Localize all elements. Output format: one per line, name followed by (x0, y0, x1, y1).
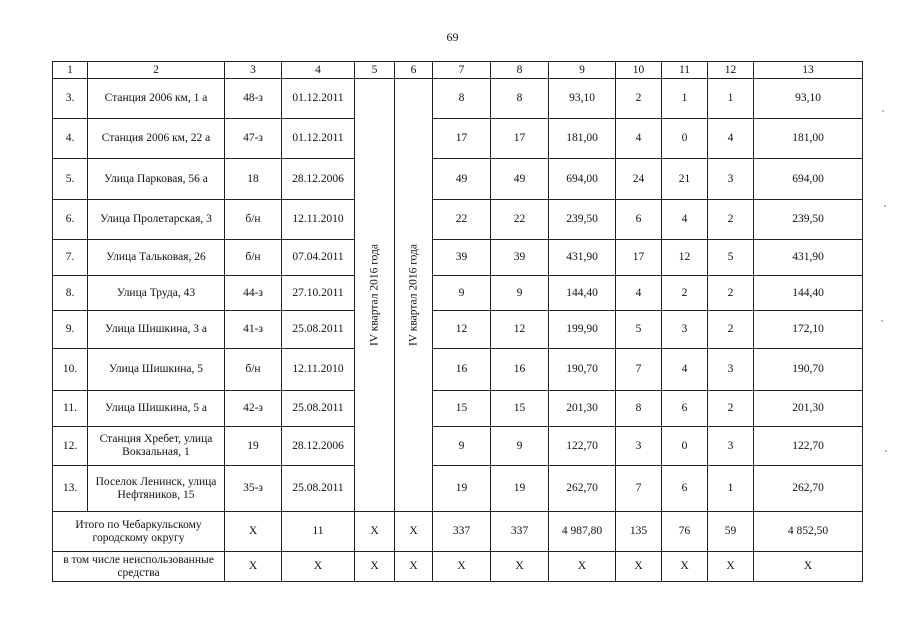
period-col6-text: IV квартал 2016 года (407, 243, 419, 347)
header-cell: 12 (708, 62, 754, 79)
header-cell: 5 (355, 62, 395, 79)
address-cell: Улица Труда, 43 (88, 276, 225, 311)
date-cell: 25.08.2011 (282, 466, 355, 512)
value-cell: 172,10 (754, 311, 863, 349)
value-cell: 201,30 (754, 391, 863, 427)
header-cell: 7 (433, 62, 491, 79)
table-row (53, 391, 863, 427)
table-row (53, 240, 863, 276)
row-number: 4. (53, 119, 88, 159)
value-cell: 9 (433, 427, 491, 466)
value-cell: 2 (708, 200, 754, 240)
row-number: 12. (53, 427, 88, 466)
date-cell: 27.10.2011 (282, 276, 355, 311)
value-cell: 5 (708, 240, 754, 276)
doc-number-cell: 19 (225, 427, 282, 466)
value-cell: 122,70 (754, 427, 863, 466)
value-cell: 2 (708, 276, 754, 311)
header-cell: 10 (616, 62, 662, 79)
value-cell: 49 (491, 159, 549, 200)
value-cell: 6 (662, 391, 708, 427)
value-cell: 19 (433, 466, 491, 512)
value-cell: 262,70 (549, 466, 616, 512)
value-cell: 7 (616, 466, 662, 512)
unused-funds-row (53, 552, 863, 582)
unused-funds-label: в том числе неиспользованные средства (53, 552, 225, 582)
value-cell: 6 (662, 466, 708, 512)
value-cell: 39 (433, 240, 491, 276)
date-cell: 25.08.2011 (282, 391, 355, 427)
unused-cell: Х (616, 552, 662, 582)
value-cell: 431,90 (549, 240, 616, 276)
total-cell: Х (355, 512, 395, 552)
value-cell: 1 (708, 79, 754, 119)
header-cell: 9 (549, 62, 616, 79)
value-cell: 201,30 (549, 391, 616, 427)
doc-number-cell: б/н (225, 349, 282, 391)
row-number: 11. (53, 391, 88, 427)
value-cell: 122,70 (549, 427, 616, 466)
value-cell: 8 (616, 391, 662, 427)
total-cell: Х (395, 512, 433, 552)
page-number: 69 (446, 30, 459, 44)
value-cell: 9 (491, 276, 549, 311)
value-cell: 239,50 (549, 200, 616, 240)
total-cell: 11 (282, 512, 355, 552)
doc-number-cell: 41-з (225, 311, 282, 349)
value-cell: 12 (491, 311, 549, 349)
value-cell: 24 (616, 159, 662, 200)
value-cell: 2 (708, 311, 754, 349)
value-cell: 2 (708, 391, 754, 427)
table-row (53, 427, 863, 466)
value-cell: 144,40 (754, 276, 863, 311)
date-cell: 28.12.2006 (282, 427, 355, 466)
value-cell: 3 (708, 349, 754, 391)
value-cell: 0 (662, 427, 708, 466)
value-cell: 9 (491, 427, 549, 466)
value-cell: 15 (491, 391, 549, 427)
total-cell: 337 (491, 512, 549, 552)
address-cell: Станция 2006 км, 1 а (88, 79, 225, 119)
address-cell: Улица Парковая, 56 а (88, 159, 225, 200)
value-cell: 8 (433, 79, 491, 119)
total-cell: 135 (616, 512, 662, 552)
value-cell: 17 (616, 240, 662, 276)
doc-number-cell: б/н (225, 240, 282, 276)
value-cell: 431,90 (754, 240, 863, 276)
value-cell: 16 (491, 349, 549, 391)
scan-speck (885, 450, 887, 452)
period-col6 (395, 79, 433, 512)
value-cell: 0 (662, 119, 708, 159)
value-cell: 7 (616, 349, 662, 391)
value-cell: 181,00 (549, 119, 616, 159)
value-cell: 17 (491, 119, 549, 159)
total-cell: 337 (433, 512, 491, 552)
address-cell: Улица Шишкина, 5 (88, 349, 225, 391)
address-cell: Станция 2006 км, 22 а (88, 119, 225, 159)
table-row (53, 159, 863, 200)
header-cell: 13 (754, 62, 863, 79)
table-row (53, 466, 863, 512)
value-cell: 4 (616, 119, 662, 159)
row-number: 9. (53, 311, 88, 349)
value-cell: 22 (433, 200, 491, 240)
doc-number-cell: 42-з (225, 391, 282, 427)
period-col5-text: IV квартал 2016 года (368, 243, 380, 347)
unused-cell: Х (395, 552, 433, 582)
value-cell: 93,10 (549, 79, 616, 119)
doc-number-cell: 18 (225, 159, 282, 200)
value-cell: 694,00 (549, 159, 616, 200)
unused-cell: Х (225, 552, 282, 582)
value-cell: 12 (433, 311, 491, 349)
value-cell: 4 (662, 349, 708, 391)
unused-cell: Х (282, 552, 355, 582)
total-cell: Х (225, 512, 282, 552)
value-cell: 199,90 (549, 311, 616, 349)
value-cell: 17 (433, 119, 491, 159)
unused-cell: Х (662, 552, 708, 582)
header-cell: 1 (53, 62, 88, 79)
header-cell: 3 (225, 62, 282, 79)
table-row (53, 79, 863, 119)
row-number: 8. (53, 276, 88, 311)
value-cell: 15 (433, 391, 491, 427)
row-number: 10. (53, 349, 88, 391)
row-number: 3. (53, 79, 88, 119)
header-row (53, 62, 863, 79)
row-number: 7. (53, 240, 88, 276)
value-cell: 93,10 (754, 79, 863, 119)
value-cell: 3 (708, 427, 754, 466)
header-cell: 8 (491, 62, 549, 79)
header-cell: 6 (395, 62, 433, 79)
date-cell: 12.11.2010 (282, 349, 355, 391)
value-cell: 3 (708, 159, 754, 200)
table-row (53, 349, 863, 391)
value-cell: 2 (662, 276, 708, 311)
value-cell: 22 (491, 200, 549, 240)
address-cell: Станция Хребет, улица Вокзальная, 1 (88, 427, 225, 466)
table-row (53, 276, 863, 311)
value-cell: 16 (433, 349, 491, 391)
period-col5 (355, 79, 395, 512)
value-cell: 4 (662, 200, 708, 240)
doc-number-cell: 44-з (225, 276, 282, 311)
value-cell: 3 (616, 427, 662, 466)
table-row (53, 200, 863, 240)
table-row (53, 119, 863, 159)
total-row (53, 512, 863, 552)
value-cell: 8 (491, 79, 549, 119)
total-cell: 4 987,80 (549, 512, 616, 552)
value-cell: 49 (433, 159, 491, 200)
total-label: Итого по Чебаркульскому городскому округу (53, 512, 225, 552)
row-number: 13. (53, 466, 88, 512)
value-cell: 190,70 (754, 349, 863, 391)
date-cell: 01.12.2011 (282, 119, 355, 159)
scan-speck (884, 205, 886, 207)
doc-number-cell: б/н (225, 200, 282, 240)
value-cell: 262,70 (754, 466, 863, 512)
row-number: 6. (53, 200, 88, 240)
total-cell: 76 (662, 512, 708, 552)
value-cell: 1 (708, 466, 754, 512)
unused-cell: Х (549, 552, 616, 582)
header-cell: 2 (88, 62, 225, 79)
address-cell: Улица Шишкина, 5 а (88, 391, 225, 427)
total-cell: 4 852,50 (754, 512, 863, 552)
date-cell: 25.08.2011 (282, 311, 355, 349)
address-cell: Улица Пролетарская, 3 (88, 200, 225, 240)
address-cell: Поселок Ленинск, улица Нефтяников, 15 (88, 466, 225, 512)
value-cell: 5 (616, 311, 662, 349)
value-cell: 19 (491, 466, 549, 512)
unused-cell: Х (491, 552, 549, 582)
value-cell: 4 (616, 276, 662, 311)
value-cell: 9 (433, 276, 491, 311)
value-cell: 190,70 (549, 349, 616, 391)
unused-cell: Х (754, 552, 863, 582)
doc-number-cell: 47-з (225, 119, 282, 159)
value-cell: 21 (662, 159, 708, 200)
scan-speck (882, 110, 884, 112)
address-cell: Улица Шишкина, 3 а (88, 311, 225, 349)
table-row (53, 311, 863, 349)
doc-number-cell: 48-з (225, 79, 282, 119)
value-cell: 239,50 (754, 200, 863, 240)
date-cell: 28.12.2006 (282, 159, 355, 200)
value-cell: 12 (662, 240, 708, 276)
header-cell: 4 (282, 62, 355, 79)
unused-cell: Х (433, 552, 491, 582)
value-cell: 39 (491, 240, 549, 276)
scan-speck (881, 320, 883, 322)
unused-cell: Х (355, 552, 395, 582)
data-table (52, 61, 863, 582)
date-cell: 07.04.2011 (282, 240, 355, 276)
doc-number-cell: 35-з (225, 466, 282, 512)
row-number: 5. (53, 159, 88, 200)
value-cell: 1 (662, 79, 708, 119)
value-cell: 181,00 (754, 119, 863, 159)
value-cell: 6 (616, 200, 662, 240)
value-cell: 694,00 (754, 159, 863, 200)
total-cell: 59 (708, 512, 754, 552)
value-cell: 3 (662, 311, 708, 349)
unused-cell: Х (708, 552, 754, 582)
value-cell: 2 (616, 79, 662, 119)
value-cell: 144,40 (549, 276, 616, 311)
date-cell: 01.12.2011 (282, 79, 355, 119)
value-cell: 4 (708, 119, 754, 159)
header-cell: 11 (662, 62, 708, 79)
address-cell: Улица Тальковая, 26 (88, 240, 225, 276)
date-cell: 12.11.2010 (282, 200, 355, 240)
